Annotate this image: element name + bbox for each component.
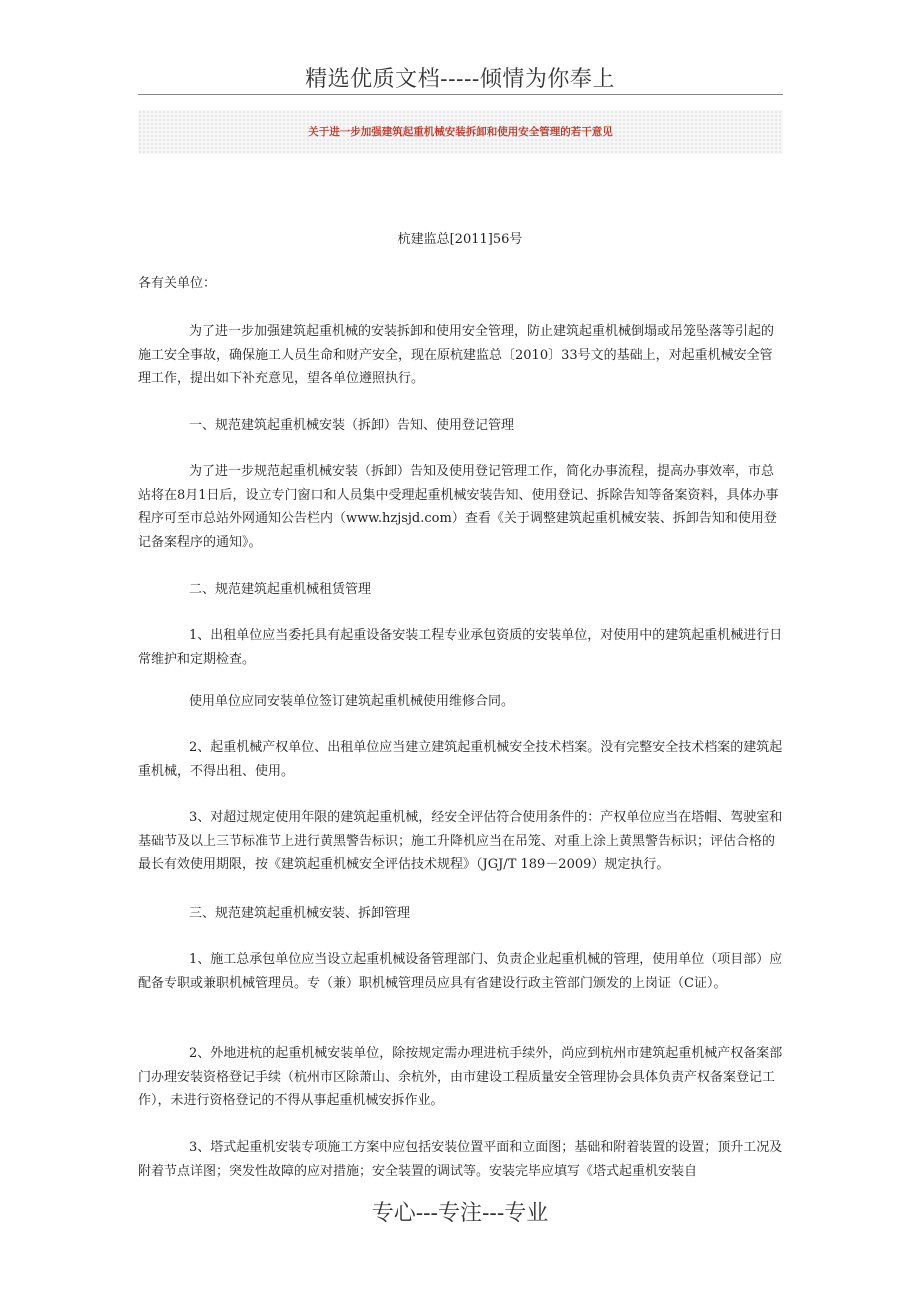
page-header-title: 精选优质文档-----倾情为你奉上: [305, 67, 615, 92]
paragraph-registration: 为了进一步规范起重机械安装（拆卸）告知及使用登记管理工作，简化办事流程，提高办事效率，市总站将在8月1日后，设立专门窗口和人员集中受理起重机械安装告知、使用登记、拆除告知等备案资料，具体办事程序可至市总站外网通知公告栏内（www.hzjsjd.com）查看《关于调整建筑起重机械安装、拆卸告知和使用登记备案程序的通知》。: [138, 464, 779, 550]
section-heading-3: 三、规范建筑起重机械安装、拆卸管理: [189, 906, 411, 921]
document-number: 杭建监总[2011]56号: [397, 232, 523, 247]
paragraph-lease-1: 1、出租单位应当委托具有起重设备安装工程专业承包资质的安装单位，对使用中的建筑起重机械进行日常维护和定期检查。: [138, 628, 783, 667]
section-heading-1: 一、规范建筑起重机械安装（拆卸）告知、使用登记管理: [189, 418, 515, 433]
intro-paragraph: 为了进一步加强建筑起重机械的安装拆卸和使用安全管理，防止建筑起重机械倒塌或吊笼坠落等引起的施工安全事故，确保施工人员生命和财产安全，现在原杭建监总〔2010〕33号文的基础上，对起重机械安全管理工作，提出如下补充意见，望各单位遵照执行。: [138, 324, 775, 386]
paragraph-install-2: 2、外地进杭的起重机械安装单位，除按规定需办理进杭手续外，尚应到杭州市建筑起重机械产权备案部门办理安装资格登记手续（杭州市区除萧山、余杭外，由市建设工程质量安全管理协会具体负责产权备案登记工作），未进行资格登记的不得从事起重机械安拆作业。: [138, 1046, 783, 1108]
paragraph-lease-2: 2、起重机械产权单位、出租单位应当建立建筑起重机械安全技术档案。没有完整安全技术档案的建筑起重机械，不得出租、使用。: [138, 740, 783, 779]
header-divider: [138, 94, 783, 95]
paragraph-lease-contract: 使用单位应同安装单位签订建筑起重机械使用维修合同。: [189, 694, 515, 709]
document-title-banner: [138, 110, 783, 154]
salutation: 各有关单位：: [138, 276, 217, 291]
document-title: 关于进一步加强建筑起重机械安装拆卸和使用安全管理的若干意见: [308, 126, 613, 138]
page-footer-title: 专心---专注---专业: [371, 1201, 549, 1226]
section-heading-2: 二、规范建筑起重机械租赁管理: [189, 582, 372, 597]
paragraph-install-1: 1、施工总承包单位应当设立起重机械设备管理部门、负责企业起重机械的管理，使用单位（项目部）应配备专职或兼职机械管理员。专（兼）职机械管理员应具有省建设行政主管部门颁发的上岗证（C证）。: [138, 952, 783, 991]
paragraph-install-3: 3、塔式起重机安装专项施工方案中应包括安装位置平面和立面图；基础和附着装置的设置；顶升工况及附着节点详图；突发性故障的应对措施；安全装置的调试等。安装完毕应填写《塔式起重机安装自: [138, 1140, 783, 1179]
paragraph-lease-3: 3、对超过规定使用年限的建筑起重机械，经安全评估符合使用条件的：产权单位应当在塔帽、驾驶室和基础节及以上三节标准节上进行黄黑警告标识；施工升降机应当在吊笼、对重上涂上黄黑警告标识；评估合格的最长有效使用期限，按《建筑起重机械安全评估技术规程》（JGJ/T 189－2009）规定执行。: [138, 810, 783, 872]
